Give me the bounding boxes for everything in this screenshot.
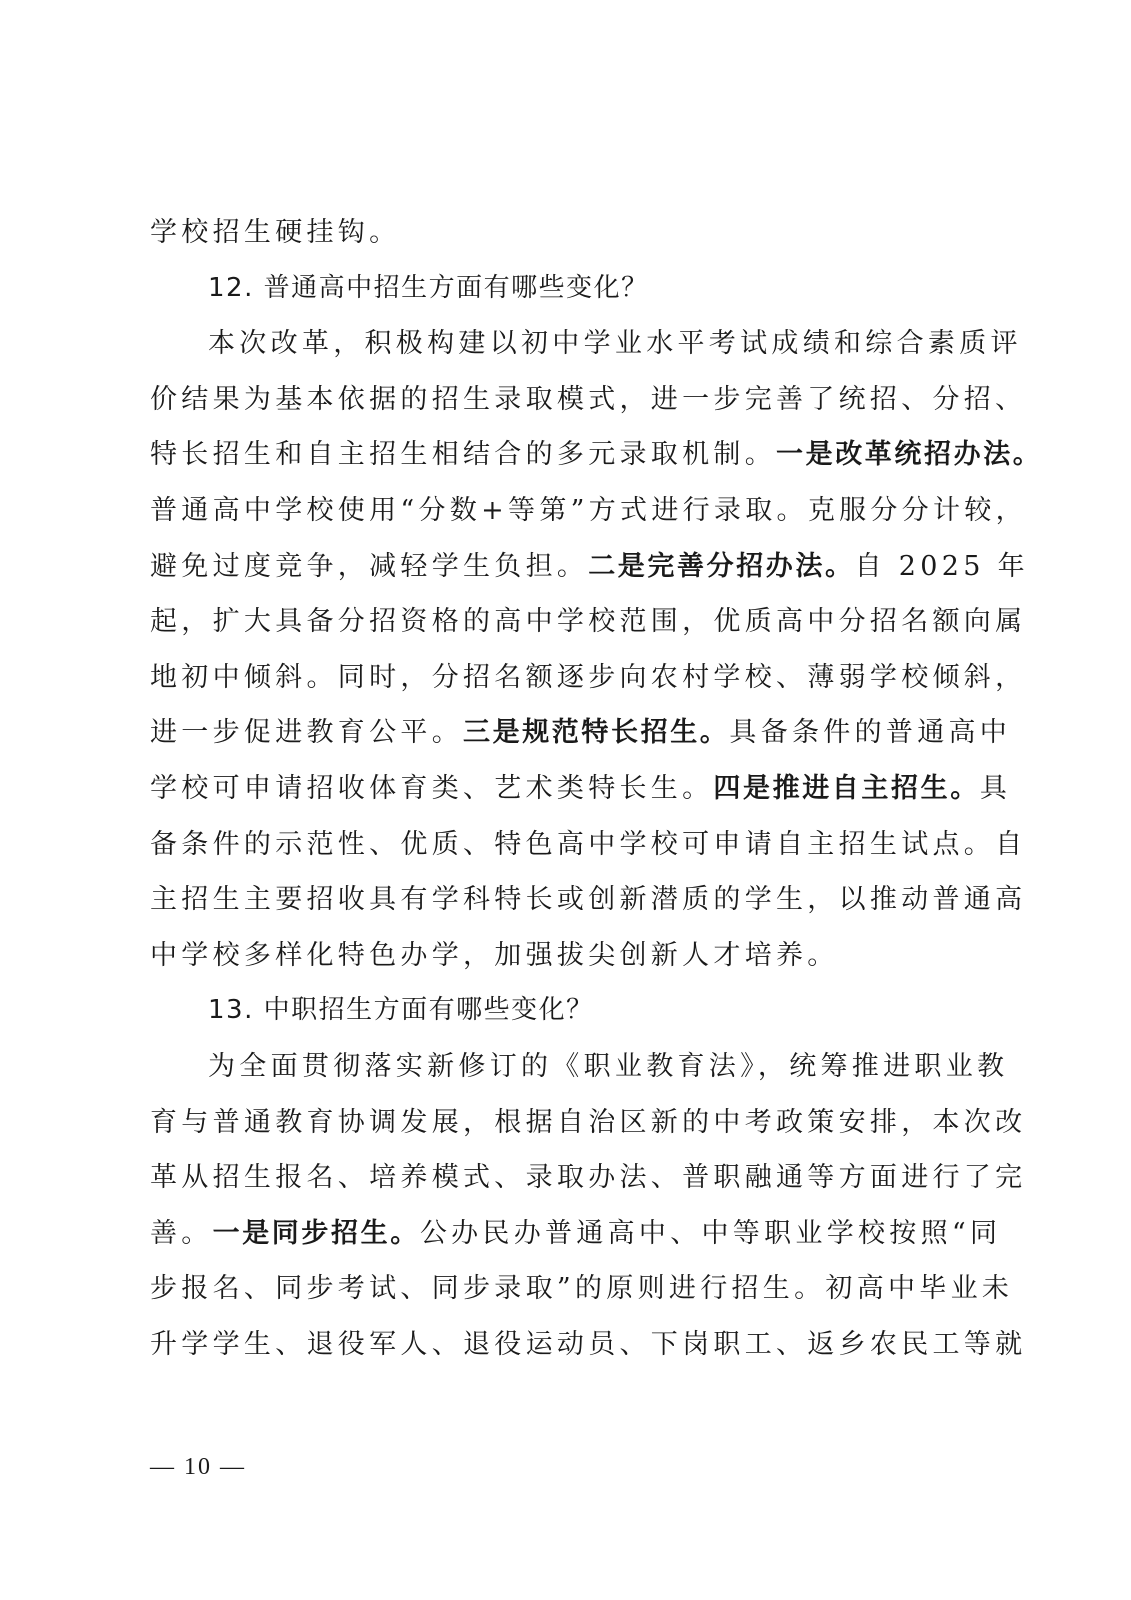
bold-key-point: 二是完善分招办法。 <box>588 550 855 582</box>
text-segment: 特长招生和自主招生相结合的多元录取机制。 <box>150 439 776 471</box>
bold-key-point: 三是规范特长招生。 <box>463 717 730 749</box>
bold-key-point: 四是推进自主招生。 <box>713 772 980 804</box>
text-segment: 备条件的示范性、优质、特色高中学校可申请自主招生试点。自 <box>150 828 1027 860</box>
text-segment: 主招生主要招收具有学科特长或创新潜质的学生，以推动普通高 <box>150 884 1027 916</box>
paragraph-line <box>150 761 1012 817</box>
text-segment: 步报名、同步考试、同步录取”的原则进行招生。初高中毕业未 <box>150 1273 1014 1305</box>
paragraph-line <box>150 1261 1014 1317</box>
text-segment: 起，扩大具备分招资格的高中学校范围，优质高中分招名额向属 <box>150 606 1027 638</box>
text-segment: 为全面贯彻落实新修订的《职业教育法》，统筹推进职业教 <box>208 1050 1009 1082</box>
text-segment: 育与普通教育协调发展，根据自治区新的中考政策安排，本次改 <box>150 1106 1027 1138</box>
paragraph-line <box>150 705 1012 761</box>
text-segment: 中学校多样化特色办学，加强拔尖创新人才培养。 <box>150 939 839 971</box>
text-segment: 升学学生、退役军人、退役运动员、下岗职工、返乡农民工等就 <box>150 1328 1027 1360</box>
section-12-heading: 12. 普通高中招生方面有哪些变化？ <box>208 272 649 303</box>
text-segment: 地初中倾斜。同时，分招名额逐步向农村学校、薄弱学校倾斜， <box>150 661 1027 693</box>
paragraph-line <box>150 205 980 261</box>
paragraph-line <box>150 372 1027 428</box>
text-segment: 本次改革，积极构建以初中学业水平考试成绩和综合素质评 <box>208 328 1022 360</box>
section-13-heading: 13. 中职招生方面有哪些变化？ <box>208 995 594 1026</box>
text-segment: 普通高中学校使用“分数+等第”方式进行录取。克服分分计较， <box>150 494 1027 526</box>
bold-key-point: 一是同步招生。 <box>212 1217 420 1249</box>
text-segment: 价结果为基本依据的招生录取模式，进一步完善了统招、分招、 <box>150 383 1027 415</box>
paragraph-line <box>150 316 1022 372</box>
text-segment: 公办民办普通高中、中等职业学校按照“同 <box>419 1217 1002 1249</box>
text-segment: 进一步促进教育公平。 <box>150 717 463 749</box>
paragraph-line <box>150 872 1027 928</box>
paragraph-line <box>150 483 1027 539</box>
text-segment: 学校招生硬挂钩。 <box>150 217 401 248</box>
text-segment: 善。 <box>150 1217 213 1249</box>
document-body <box>150 205 1043 1372</box>
text-segment: 学校可申请招收体育类、艺术类特长生。 <box>150 772 714 804</box>
paragraph-line <box>150 1039 1009 1095</box>
text-segment: 具 <box>979 772 1012 804</box>
paragraph-line <box>150 928 980 984</box>
text-segment: 自 2025 年 <box>854 550 1029 582</box>
paragraph-line <box>150 427 1043 483</box>
text-segment: 避免过度竞争，减轻学生负担。 <box>150 550 589 582</box>
bold-key-point: 一是改革统招办法。 <box>776 439 1043 471</box>
text-segment: 革从招生报名、培养模式、录取办法、普职融通等方面进行了完 <box>150 1162 1027 1194</box>
paragraph-line <box>150 1317 1027 1373</box>
paragraph-line <box>150 1206 1002 1262</box>
page-number: — 10 — <box>150 1454 246 1480</box>
paragraph-line <box>150 650 1027 706</box>
paragraph-line <box>150 1150 1027 1206</box>
paragraph-line <box>150 594 1027 650</box>
text-segment: 具备条件的普通高中 <box>729 717 1012 749</box>
paragraph-line <box>150 1095 1027 1151</box>
paragraph-line <box>150 539 1029 595</box>
paragraph-line <box>150 817 1027 873</box>
